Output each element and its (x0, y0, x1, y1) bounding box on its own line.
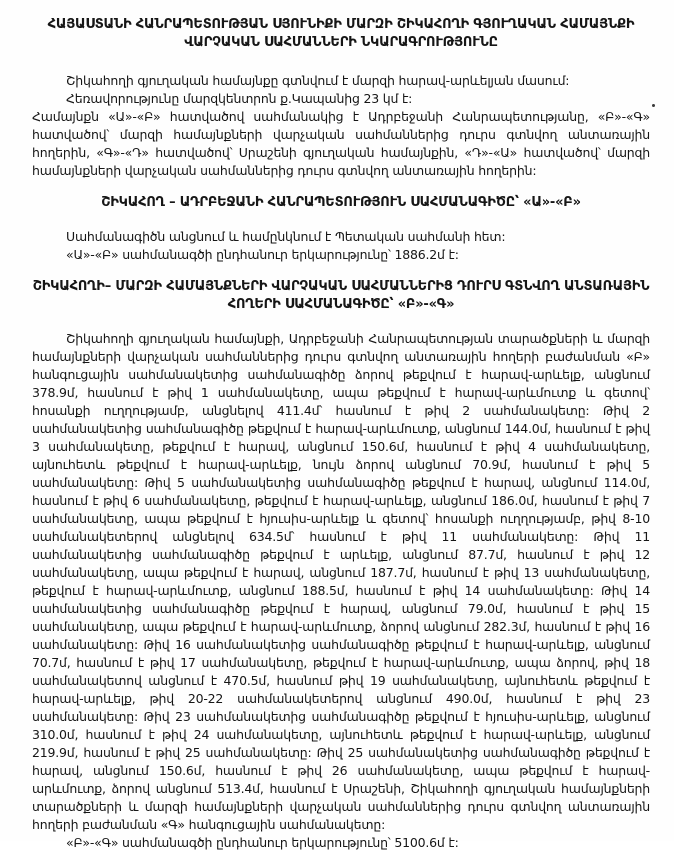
section-bg-paragraph-boundary-description: Շիկահողի գյուղական համայնքի, Ադրբեջանի Հանրապետության տարածքների և մարզի համայնքների վարչական սահմաններից դուրս գտնվող անտառային հողերի բաժանման «Բ» հանգուցային սահմանակետից սահմանագիծը ձորով թեքվում է հարավ-արևելք, անցնում 378.9մ, հասնում է թիվ 1 սահմանակետը, ապա թեքվում է հարավ-արևմուտք և գետով՝ հոսանքի ուղղությամբ, անցնելով 411.4մ՝ հասնում է թիվ 2 սահմանակետը: Թիվ 2 սահմանակետից սահմանագիծը թեքվում է հարավ-արևմուտք, անցնում 144.0մ, հասնում է թիվ 3 սահմանակետը, թեքվում է հարավ, անցնում 150.6մ, հասնում է թիվ 4 սահմանակետը, այնուհետև թեքվում է հարավ-արևելք, նույն ձորով անցնում 70.9մ, հասնում է թիվ 5 սահմանակետը: Թիվ 5 սահմանակետից սահմանագիծը թեքվում է հարավ, անցնում 114.0մ, հասնում է թիվ 6 սահմանակետը, թեքվում է հարավ-արևելք, անցնում 186.0մ, հասնում է թիվ 7 սահմանակետը, ապա թեքվում է հյուսիս-արևելք և գետով՝ հոսանքի ուղղությամբ, թիվ 8-10 սահմանակետերով անցնելով 634.5մ՝ հասնում է թիվ 11 սահմանակետը: Թիվ 11 սահմանակետից սահմանագիծը թեքվում է արևելք, անցնում 87.7մ, հասնում է թիվ 12 սահմանակետը, ապա թեքվում է հարավ, անցնում 187.7մ, հասնում է թիվ 13 սահմանակետը, թեքվում է հարավ-արևմուտք, անցնում 188.5մ, հասնում է թիվ 14 սահմանակետը: Թիվ 14 սահմանակետից սահմանագիծը թեքվում է հարավ, անցնում 79.0մ, հասնում է թիվ 15 սահմանակետը, ապա թեքվում է հարավ-արևմուտք, ձորով անցնում 282.3մ, հասնում է թիվ 16 սահմանակետը: Թիվ 16 սահմանակետից սահմանագիծը թեքվում է հարավ-արևելք, անցնում 70.7մ, հասնում է թիվ 17 սահմանակետը, թեքվում է հարավ-արևմուտք, ապա ձորով, թիվ 18 սահմանակետով անցնում է 470.5մ, հասնում թիվ 19 սահմանակետը, այնուհետև թեքվում է հարավ-արևելք, թիվ 20-22 սահմանակետերով անցնում 490.0մ, հասնում է թիվ 23 սահմանակետը: Թիվ 23 սահմանակետից սահմանագիծը թեքվում է հյուսիս-արևելք, անցնում 310.0մ, հասնում է թիվ 24 սահմանակետը, այնուհետև թեքվում է հարավ-արևելք, անցնում 219.9մ, հասնում է թիվ 25 սահմանակետը: Թիվ 25 սահմանակետից սահմանագիծը թեքվում է հարավ, անցնում 150.6մ, հասնում է թիվ 26 սահմանակետը, ապա թեքվում է հարավ-արևմուտք, ձորով անցնում 513.4մ, հասնում է Սրաշենի, Շիկահողի գյուղական համայնքների տարածքների և մարզի համայնքների վարչական սահմաններից դուրս գտնվող անտառային հողերի բաժանման «Գ» հանգուցային սահմանակետը: (32, 331, 650, 832)
section-ab-paragraph-total-length: «Ա»-«Բ» սահմանագծի ընդհանուր երկարությունը՝ 1886.2մ է: (66, 247, 459, 262)
scan-artifact-dot (652, 104, 655, 107)
intro-paragraph-adjacency: Համայնքն «Ա»-«Բ» հատվածով սահմանակից է Ադրբեջանի Հանրապետությանը, «Բ»-«Գ» հատվածով՝ մարզի համայնքների վարչական սահմաններից դուրս գտնվող անտառային հողերին, «Գ»-«Դ» հատվածով՝ Սրաշենի գյուղական համայնքին, «Դ»-«Ա» հատվածով՝ մարզի համայնքների վարչական սահմաններից դուրս գտնվող անտառային հողերին: (32, 109, 650, 178)
section-heading-bg: ՇԻԿԱՀՈՂԻ– ՄԱՐԶԻ ՀԱՄԱՅՆՔՆԵՐԻ ՎԱՐՉԱԿԱՆ ՍԱՀՄԱՆՆԵՐԻՑ ԴՈՒՐՍ ԳՏՆՎՈՂ ԱՆՏԱՌԱՅԻՆ ՀՈՂԵՐԻ ՍԱՀՄԱՆԱԳԻԾԸ՝ «Բ»-«Գ» (32, 279, 650, 312)
section-bg-paragraph-total-length: «Բ»-«Գ» սահմանագծի ընդհանուր երկարությունը՝ 5100.6մ է: (66, 835, 459, 850)
intro-paragraph-distance: Հեռավորությունը մարզկենտրոն ք.Կապանից 23 կմ է: (66, 91, 413, 106)
section-ab-paragraph-state-border: Սահմանագիծն անցնում և համընկնում է Պետական սահմանի հետ: (66, 229, 506, 244)
intro-paragraph-location: Շիկահողի գյուղական համայնքը գտնվում է մարզի հարավ-արևելյան մասում: (66, 73, 570, 88)
spacer (32, 62, 650, 72)
document-title: ՀԱՅԱՍՏԱՆԻ ՀԱՆՐԱՊԵՏՈՒԹՅԱՆ ՍՅՈՒՆԻՔԻ ՄԱՐԶԻ ՇԻԿԱՀՈՂԻ ԳՅՈՒՂԱԿԱՆ ՀԱՄԱՅՆՔԻ ՎԱՐՉԱԿԱՆ ՍԱՀՄԱՆՆԵՐԻ ՆԿԱՐԱԳՐՈՒԹՅՈՒՆԸ (47, 17, 635, 50)
section-heading-ab: ՇԻԿԱՀՈՂ – ԱԴՐԲԵՋԱՆԻ ՀԱՆՐԱՊԵՏՈՒԹՅՈՒՆ ՍԱՀՄԱՆԱԳԻԾԸ՝ «Ա»-«Բ» (101, 195, 581, 210)
